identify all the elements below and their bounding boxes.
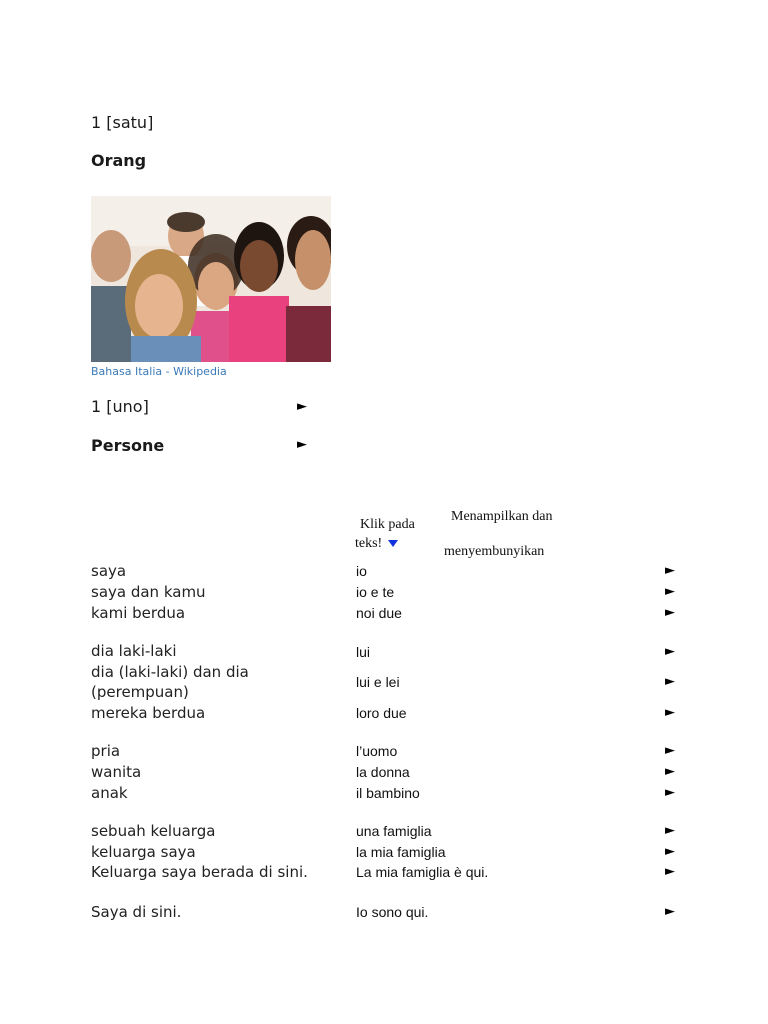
phrase-translation[interactable]: il bambino [356,785,420,801]
play-icon[interactable]: ► [665,904,675,919]
italian-lesson-number: 1 [uno] [91,397,149,416]
phrase-translation[interactable]: l’uomo [356,743,398,759]
show-hide-toggle-icon[interactable] [388,540,398,547]
phrase-translation[interactable]: noi due [356,605,402,621]
click-text-hint-line2: teks! [355,536,398,552]
play-icon[interactable]: ► [665,584,675,599]
play-icon[interactable]: ► [665,764,675,779]
phrase-source: mereka berdua [91,704,206,722]
phrase-source: saya dan kamu [91,583,206,601]
play-icon[interactable]: ► [665,674,675,689]
phrase-source: wanita [91,763,142,781]
play-icon[interactable]: ► [665,844,675,859]
phrase-source: saya [91,562,127,580]
phrase-source: pria [91,742,121,760]
phrase-translation[interactable]: la mia famiglia [356,844,446,860]
phrase-source: kami berdua [91,604,186,622]
play-icon[interactable]: ► [665,705,675,720]
lesson-number: 1 [satu] [91,113,154,132]
phrase-translation[interactable]: lui e lei [356,674,400,690]
click-text-hint: Klik pada [360,517,415,532]
play-icon[interactable]: ► [665,605,675,620]
phrase-source: keluarga saya [91,843,196,861]
photo-caption-link[interactable]: Bahasa Italia - Wikipedia [91,365,227,378]
play-icon[interactable]: ► [665,563,675,578]
phrase-translation[interactable]: Io sono qui. [356,904,429,920]
phrase-source: anak [91,784,128,802]
phrase-source: dia laki-laki [91,642,177,660]
play-icon[interactable]: ► [665,823,675,838]
phrase-translation[interactable]: la donna [356,764,410,780]
phrase-translation[interactable]: loro due [356,705,407,721]
lesson-title: Orang [91,151,147,170]
phrase-translation[interactable]: io [356,563,367,579]
phrase-translation[interactable]: lui [356,644,371,660]
phrase-source-continued: (perempuan) [91,683,189,701]
phrase-source: Saya di sini. [91,903,182,921]
phrase-translation[interactable]: una famiglia [356,823,432,839]
play-icon[interactable]: ► [665,785,675,800]
phrase-source: sebuah keluarga [91,822,216,840]
show-hide-label-line2[interactable]: menyembunyikan [444,544,545,559]
phrase-source: dia (laki-laki) dan dia [91,663,249,681]
phrase-translation[interactable]: io e te [356,584,395,600]
play-icon[interactable]: ► [665,743,675,758]
italian-lesson-title: Persone [91,436,165,455]
phrase-source: Keluarga saya berada di sini. [91,863,308,881]
show-hide-label[interactable]: Menampilkan dan [451,509,553,524]
play-icon[interactable]: ► [297,399,307,414]
play-icon[interactable]: ► [297,437,307,452]
group-photo [91,196,331,362]
phrase-translation[interactable]: La mia famiglia è qui. [356,864,489,880]
play-icon[interactable]: ► [665,864,675,879]
play-icon[interactable]: ► [665,644,675,659]
